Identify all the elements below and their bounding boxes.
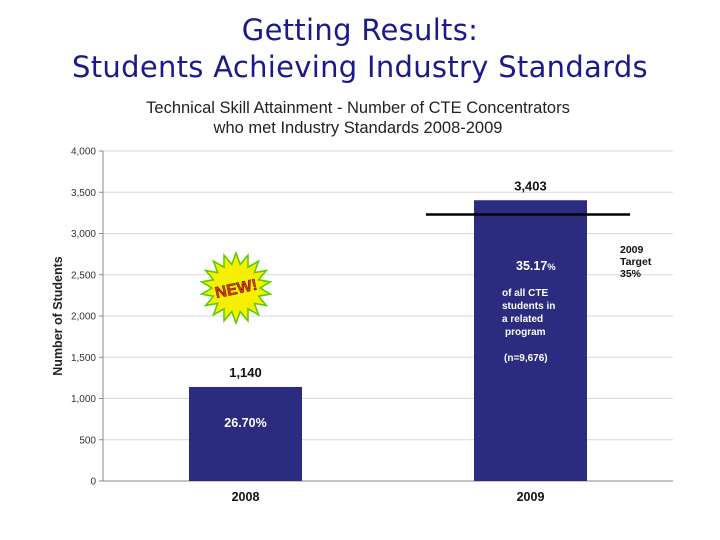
bar-note-line: program (505, 327, 546, 338)
y-tick-label: 3,000 (70, 229, 96, 240)
bar-note-line: of all CTE (502, 288, 549, 299)
y-tick-label: 3,500 (70, 187, 96, 199)
percent-label: 35.17% (516, 259, 556, 273)
slide-title-line-2: Students Achieving Industry Standards (72, 50, 648, 84)
new-badge-text: NEW! (213, 276, 259, 303)
target-label-line: 2009 (620, 244, 644, 256)
y-tick-label: 4,000 (70, 146, 96, 158)
y-tick-label: 1,000 (70, 394, 96, 405)
target-label-line: 35% (620, 268, 642, 280)
y-tick-label: 0 (90, 476, 96, 488)
slide-title-line-1: Getting Results: (241, 13, 479, 47)
target-label-line: Target (620, 256, 652, 268)
x-tick-label: 2009 (516, 490, 545, 504)
data-label: 3,403 (514, 178, 547, 194)
data-label: 1,140 (229, 364, 262, 380)
y-tick-label: 2,000 (70, 311, 96, 323)
x-tick-label: 2008 (231, 490, 260, 504)
bar (474, 200, 587, 481)
bar-note-n: (n=9,676) (504, 353, 548, 364)
bar-note-line: students in (502, 301, 556, 312)
chart-title-line-1: Technical Skill Attainment - Number of CTE Concentrators (146, 99, 570, 117)
percent-label: 26.70% (224, 415, 267, 430)
y-tick-label: 2,500 (70, 270, 96, 282)
chart-title-line-2: who met Industry Standards 2008-2009 (213, 119, 503, 137)
bar (189, 387, 302, 481)
y-axis-label: Number of Students (51, 256, 65, 376)
y-tick-label: 500 (79, 435, 96, 447)
bar-note-line: a related (502, 314, 544, 325)
y-tick-label: 1,500 (70, 352, 96, 364)
